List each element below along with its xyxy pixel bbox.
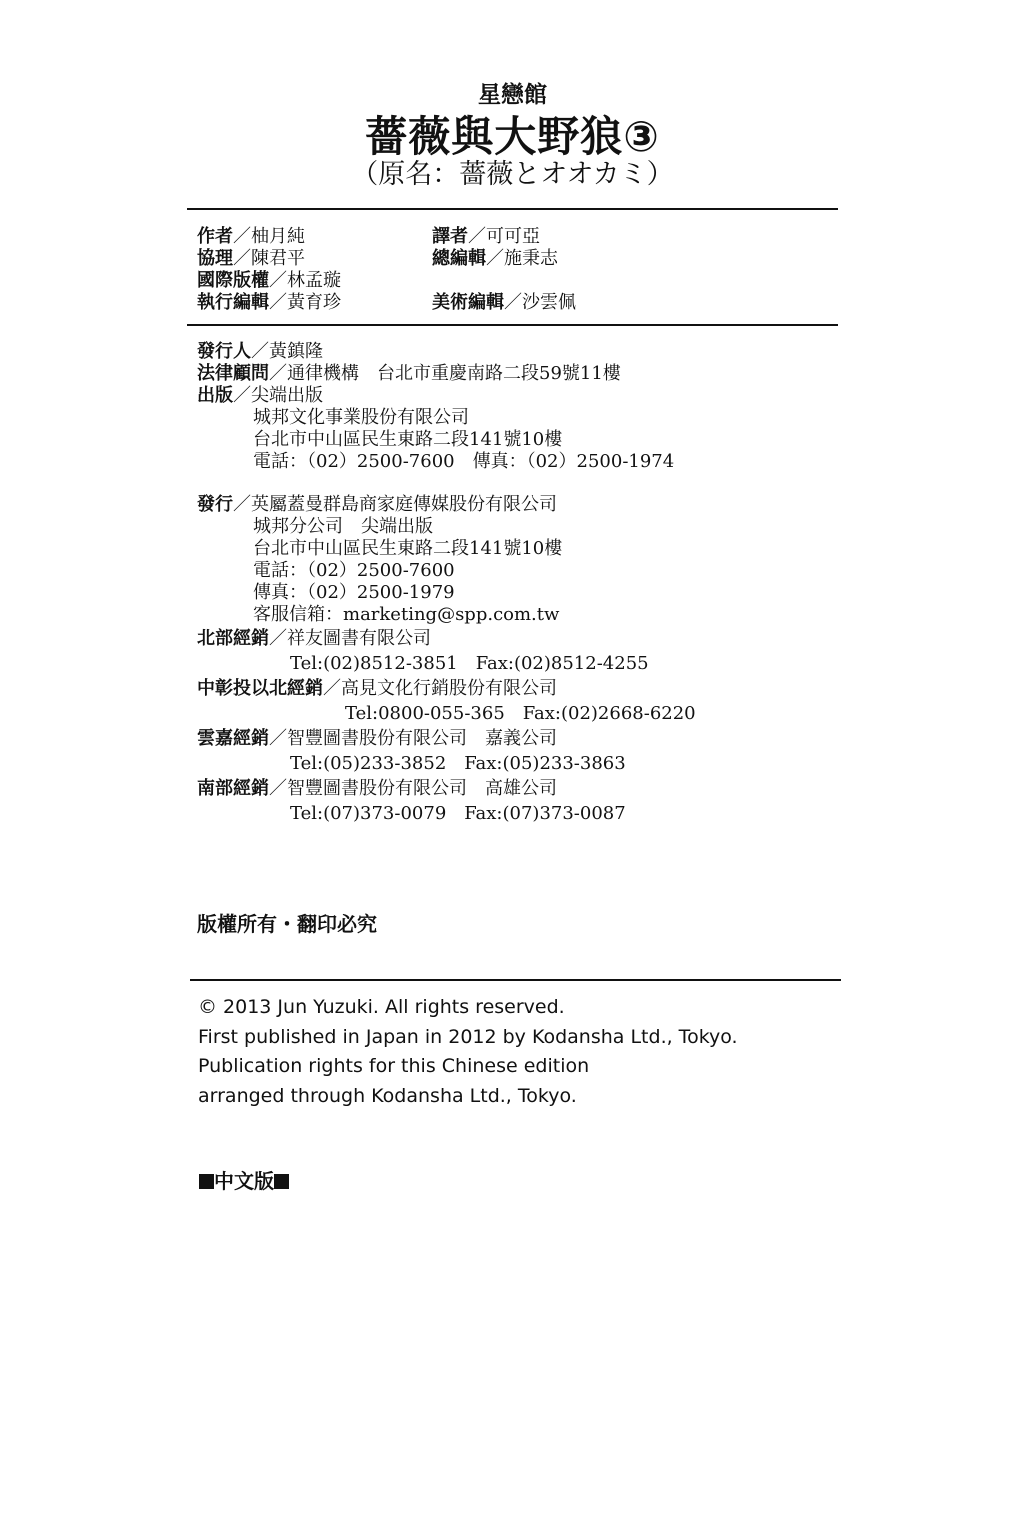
dist-phone: 電話：（02）2500-7600 xyxy=(253,560,455,581)
english-line-4: arranged through Kodansha Ltd., Tokyo. xyxy=(198,1085,577,1107)
publisher-issuer: 發行人／黃鎮隆 xyxy=(197,341,323,362)
dist-email: 客服信箱：marketing@spp.com.tw xyxy=(253,604,560,625)
english-line-3: Publication rights for this Chinese edition xyxy=(198,1055,590,1077)
copyright-notice: 版權所有・翻印必究 xyxy=(197,912,377,936)
dist-north: 北部經銷／祥友圖書有限公司 xyxy=(197,628,431,649)
dist-central: 中彰投以北經銷／高見文化行銷股份有限公司 xyxy=(197,678,557,699)
credit-author: 作者／柚月純 xyxy=(197,226,305,247)
dist-yunjia: 雲嘉經銷／智豐圖書股份有限公司 嘉義公司 xyxy=(197,728,557,749)
edition-label: 中文版 xyxy=(199,1165,289,1194)
divider-top xyxy=(187,208,838,210)
credit-chief-editor: 總編輯／施秉志 xyxy=(432,248,558,269)
divider-bottom xyxy=(190,979,841,981)
publisher-address: 台北市中山區民生東路二段141號10樓 xyxy=(253,429,563,450)
dist-south-tel: Tel:(07)373-0079 Fax:(07)373-0087 xyxy=(290,803,626,824)
dist-fax: 傳真：（02）2500-1979 xyxy=(253,582,455,603)
square-mark-right xyxy=(274,1174,289,1189)
dist-branch: 城邦分公司 尖端出版 xyxy=(253,516,433,537)
original-title: （原名：薔薇とオオカミ） xyxy=(351,159,674,190)
series-label: 星戀館 xyxy=(478,82,547,108)
dist-yunjia-tel: Tel:(05)233-3852 Fax:(05)233-3863 xyxy=(290,753,626,774)
credit-exec-editor: 執行編輯／黃育珍 xyxy=(197,292,341,313)
square-mark-left xyxy=(199,1174,214,1189)
english-line-1: © 2013 Jun Yuzuki. All rights reserved. xyxy=(198,996,565,1018)
credit-assistant: 協理／陳君平 xyxy=(197,248,305,269)
dist-issuer: 發行／英屬蓋曼群島商家庭傳媒股份有限公司 xyxy=(197,494,557,515)
english-line-2: First published in Japan in 2012 by Kodansha Ltd., Tokyo. xyxy=(198,1026,738,1048)
publisher-legal: 法律顧問／通律機構 台北市重慶南路二段59號11樓 xyxy=(197,363,621,384)
dist-central-tel: Tel:0800-055-365 Fax:(02)2668-6220 xyxy=(345,703,696,724)
book-title: 薔薇與大野狼③ xyxy=(365,112,660,161)
dist-address: 台北市中山區民生東路二段141號10樓 xyxy=(253,538,563,559)
credit-translator: 譯者／可可亞 xyxy=(432,226,540,247)
publisher-name: 出版／尖端出版 xyxy=(197,385,323,406)
publisher-phone: 電話：（02）2500-7600 傳真：（02）2500-1974 xyxy=(253,451,675,472)
credit-art-editor: 美術編輯／沙雲佩 xyxy=(432,292,576,313)
publisher-company: 城邦文化事業股份有限公司 xyxy=(253,407,469,428)
dist-south: 南部經銷／智豐圖書股份有限公司 高雄公司 xyxy=(197,778,557,799)
dist-north-tel: Tel:(02)8512-3851 Fax:(02)8512-4255 xyxy=(290,653,649,674)
credit-rights: 國際版權／林孟璇 xyxy=(197,270,341,291)
divider-middle xyxy=(187,324,838,326)
